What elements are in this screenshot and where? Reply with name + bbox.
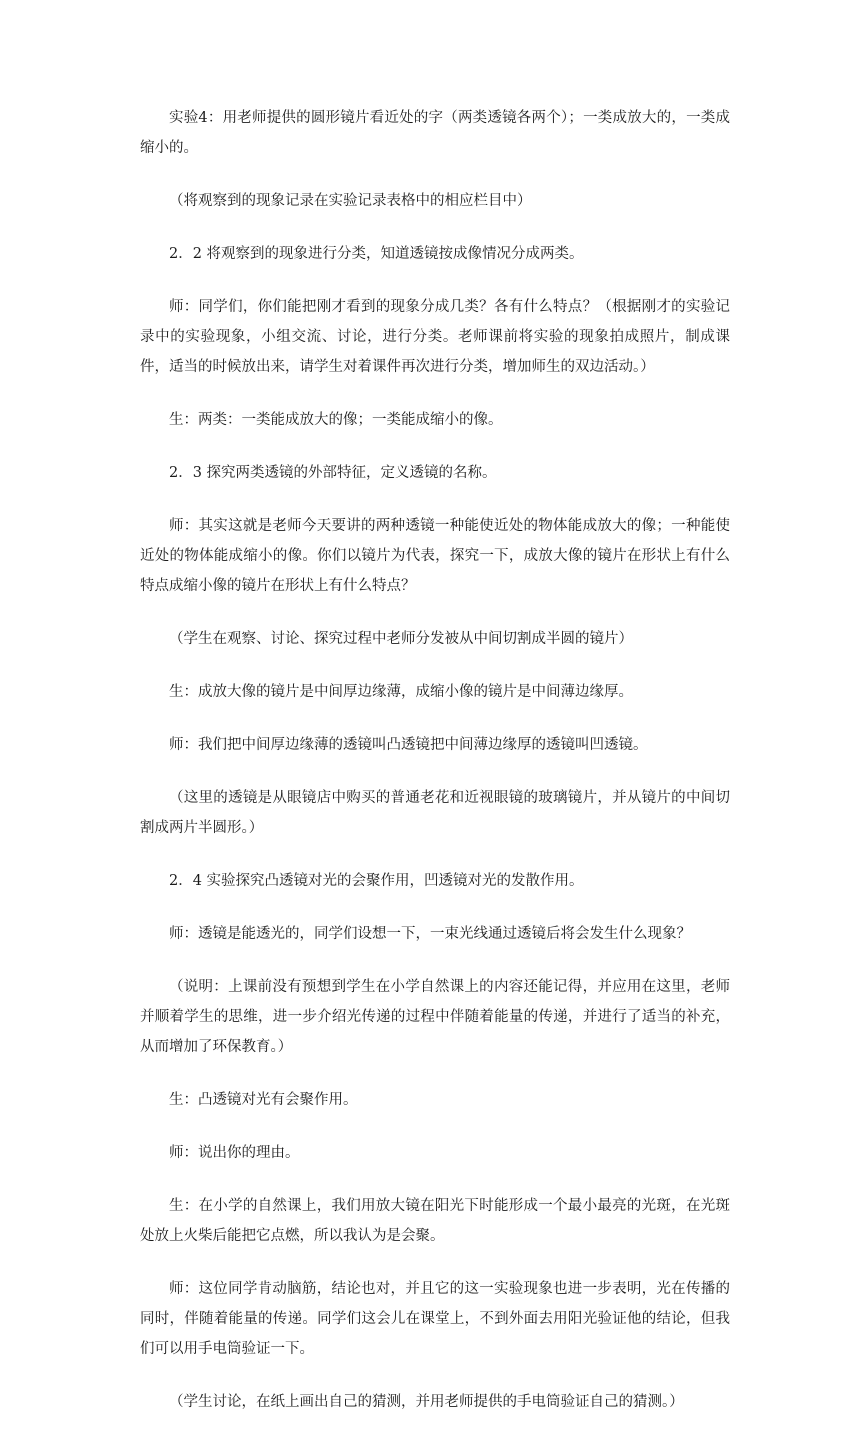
paragraph-student-magnifier: 生：在小学的自然课上，我们用放大镜在阳光下时能形成一个最小最亮的光斑，在光斑处放上火柴后能把它点燃，所以我认为是会聚。 <box>140 1198 730 1244</box>
paragraph-student-answer: 生：两类：一类能成放大的像；一类能成缩小的像。 <box>169 412 503 428</box>
paragraph-student-lens-shape: 生：成放大像的镜片是中间厚边缘薄，成缩小像的镜片是中间薄边缘厚。 <box>169 684 633 700</box>
paragraph-teacher-light-question: 师：透镜是能透光的，同学们设想一下，一束光线通过透镜后将会发生什么现象？ <box>169 926 691 942</box>
section-heading-2-2: 2．2 将观察到的现象进行分类，知道透镜按成像情况分成两类。 <box>169 246 584 262</box>
section-heading-2-3: 2．3 探究两类透镜的外部特征，定义透镜的名称。 <box>169 465 497 481</box>
paragraph-record-note: （将观察到的现象记录在实验记录表格中的相应栏目中） <box>169 193 532 209</box>
section-heading-2-4: 2．4 实验探究凸透镜对光的会聚作用，凹透镜对光的发散作用。 <box>169 873 584 889</box>
document-body <box>140 103 730 1440</box>
paragraph-lens-source-note: （这里的透镜是从眼镜店中购买的普通老花和近视眼镜的玻璃镜片，并从镜片的中间切割成两片半圆形。） <box>140 790 730 836</box>
paragraph-explanation-note: （说明：上课前没有预想到学生在小学自然课上的内容还能记得，并应用在这里，老师并顺着学生的思维，进一步介绍光传递的过程中伴随着能量的传递，并进行了适当的补充，从而增加了环保教育。） <box>140 979 730 1055</box>
paragraph-teacher-praise: 师：这位同学肯动脑筋，结论也对，并且它的这一实验现象也进一步表明，光在传播的同时，伴随着能量的传递。同学们这会儿在课堂上，不到外面去用阳光验证他的结论，但我们可以用手电筒验证一下。 <box>140 1281 730 1357</box>
paragraph-teacher-question: 师：同学们，你们能把刚才看到的现象分成几类？各有什么特点？（根据刚才的实验记录中的实验现象，小组交流、讨论，进行分类。老师课前将实验的现象拍成照片，制成课件，适当的时候放出来，请学生对着课件再次进行分类，增加师生的双边活动。） <box>140 299 730 375</box>
paragraph-teacher-reason: 师：说出你的理由。 <box>169 1145 300 1161</box>
paragraph-student-convex: 生：凸透镜对光有会聚作用。 <box>169 1092 358 1108</box>
paragraph-teacher-explain: 师：其实这就是老师今天要讲的两种透镜一种能使近处的物体能成放大的像；一种能使近处的物体能成缩小的像。你们以镜片为代表，探究一下，成放大像的镜片在形状上有什么特点成缩小像的镜片在形状上有什么特点？ <box>140 518 730 594</box>
paragraph-observation-note: （学生在观察、讨论、探究过程中老师分发被从中间切割成半圆的镜片） <box>169 631 633 647</box>
paragraph-experiment-4: 实验4：用老师提供的圆形镜片看近处的字（两类透镜各两个）；一类成放大的，一类成缩小的。 <box>140 110 730 156</box>
paragraph-student-discussion: （学生讨论，在纸上画出自己的猜测，并用老师提供的手电筒验证自己的猜测。） <box>169 1394 684 1410</box>
paragraph-teacher-definition: 师：我们把中间厚边缘薄的透镜叫凸透镜把中间薄边缘厚的透镜叫凹透镜。 <box>169 737 648 753</box>
